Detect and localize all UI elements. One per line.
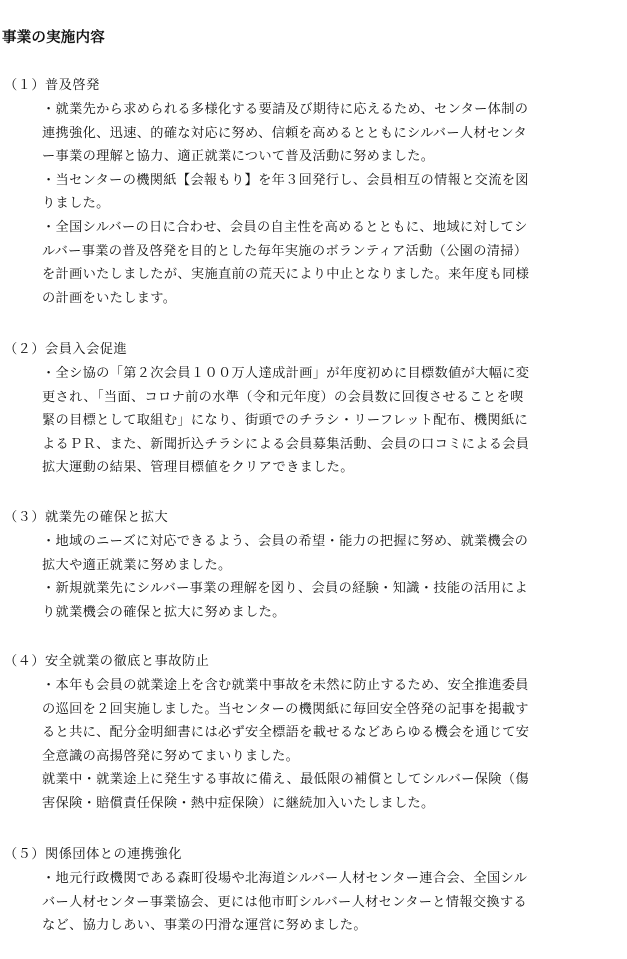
document-title: 事業の実施内容 [2,30,105,46]
section-heading: （１）普及啓発 [4,78,100,93]
section-body-line: ・本年も会員の就業途上を含む就業中事故を未然に防止するため、安全推進委員 [42,678,529,693]
section-body-line: 緊の目標として取組む」になり、街頭でのチラシ・リーフレット配布、機関紙に [42,413,529,429]
section-body-line: を計画いたしましたが、実施直前の荒天により中止となりました。来年度も同様 [42,267,530,283]
section-body-line: ・全シ協の「第２次会員１００万人達成計画」が年度初めに目標数値が大幅に変 [42,366,530,381]
section-body-line: 拡大運動の結果、管理目標値をクリアできました。 [42,460,354,476]
section-heading: （５）関係団体との連携強化 [4,847,182,862]
section-body-line: ・新規就業先にシルバー事業の理解を図り、会員の経験・知識・技能の活用によ [42,581,529,597]
section-body-line: り就業機会の確保と拡大に努めました。 [42,604,286,620]
section-body-line: よるＰＲ、また、新聞折込チラシによる会員募集活動、会員の口コミによる会員 [42,436,530,452]
section-body-line: 就業中・就業途上に発生する事故に備え、最低限の補償としてシルバー保険（傷 [42,772,529,788]
section-body-line: ・地域のニーズに対応できるよう、会員の希望・能力の把握に努め、就業機会の [42,534,529,549]
section-body-line: の計画をいたします。 [42,290,177,306]
section-body-line: バー人材センター事業協会、更には他市町シルバー人材センターと情報交換する [42,894,528,910]
section-heading: （３）就業先の確保と拡大 [4,510,169,525]
section-body-line: 害保険・賠償責任保険・熱中症保険）に継続加入いたしました。 [42,796,435,811]
section-body-line: ると共に、配分金明細書には必ず安全標語を載せるなどあらゆる機会を通じて安 [42,725,530,741]
section-body-line: の巡回を２回実施しました。当センターの機関紙に毎回安全啓発の記事を掲載す [42,701,529,717]
section-body-line: りました。 [42,196,110,212]
section-body-line: ・全国シルバーの日に合わせ、会員の自主性を高めるとともに、地域に対してシ [42,220,528,235]
section-body-line: 更され、「当面、コロナ前の水準（令和元年度）の会員数に回復させることを喫 [42,389,524,405]
section-body-line: ・地元行政機関である森町役場や北海道シルバー人材センター連合会、全国シル [42,871,528,886]
section-heading: （４）安全就業の徹底と事故防止 [4,654,210,669]
section-body-line: 全意識の高揚啓発に努めてまいりました。 [42,748,300,764]
section-body-line: ルバー事業の普及啓発を目的とした毎年実施のボランティア活動（公園の清掃） [42,243,528,259]
section-body-line: 拡大や適正就業に努めました。 [42,557,232,573]
section-body-line: ・就業先から求められる多様化する要請及び期待に応えるため、センター体制の [42,102,529,117]
section-body-line: 連携強化、迅速、的確な対応に努め、信頼を高めるとともにシルバー人材センタ [42,125,528,141]
section-heading: （２）会員入会促進 [4,342,128,357]
section-body-line: ・当センターの機関紙【会報もり】を年３回発行し、会員相互の情報と交流を図 [42,172,529,188]
section-body-line: など、協力しあい、事業の円滑な運営に努めました。 [42,918,367,934]
section-body-line: ー事業の理解と協力、適正就業について普及活動に努めました。 [42,149,435,165]
